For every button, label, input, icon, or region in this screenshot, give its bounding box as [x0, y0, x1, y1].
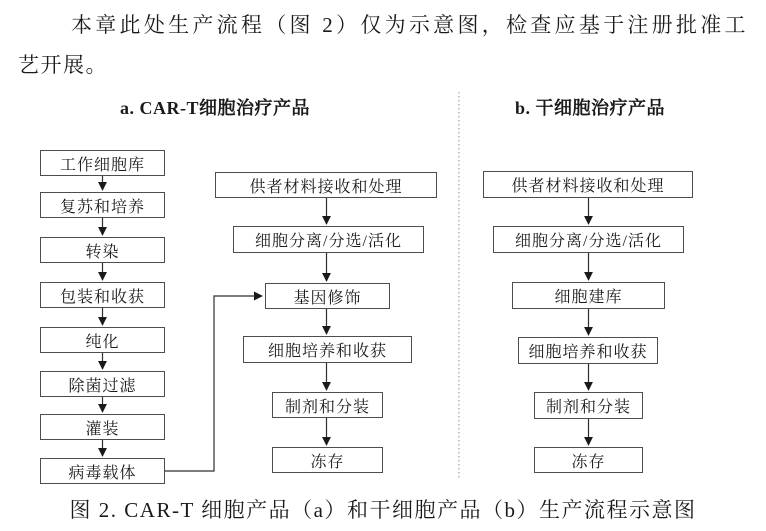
- flow-box-cell-banking: 细胞建库: [512, 282, 665, 309]
- flow-box-formulation-and-filling-b: 制剂和分装: [534, 392, 643, 419]
- flow-box-viral-vector: 病毒载体: [40, 458, 165, 484]
- intro-paragraph-line-1: 本章此处生产流程（图 2）仅为示意图，检查应基于注册批准工: [71, 13, 747, 37]
- flow-box-working-cell-bank: 工作细胞库: [40, 150, 165, 176]
- flow-box-cell-culture-and-harvest-b: 细胞培养和收获: [518, 337, 658, 364]
- connector-viral-vector-to-gene-modification: [165, 296, 262, 471]
- intro-paragraph-line-2: 艺开展。: [18, 53, 108, 77]
- flow-box-purification: 纯化: [40, 327, 165, 353]
- flow-box-gene-modification: 基因修饰: [265, 283, 390, 309]
- flow-box-donor-material-receipt-a: 供者材料接收和处理: [215, 172, 437, 198]
- flow-box-thaw-and-culture: 复苏和培养: [40, 192, 165, 218]
- flow-box-cell-culture-and-harvest-a: 细胞培养和收获: [243, 336, 412, 363]
- flow-box-packaging-and-harvest: 包装和收获: [40, 282, 165, 308]
- section-b-title: b. 干细胞治疗产品: [514, 98, 665, 118]
- flow-box-sterile-filtration: 除菌过滤: [40, 371, 165, 397]
- flow-box-filling: 灌装: [40, 414, 165, 440]
- flow-box-transfection: 转染: [40, 237, 165, 263]
- flow-box-donor-material-receipt-b: 供者材料接收和处理: [483, 171, 693, 198]
- flow-box-cell-separation-selection-activation-b: 细胞分离/分选/活化: [493, 226, 684, 253]
- flow-box-cryopreservation-a: 冻存: [272, 447, 383, 473]
- flow-box-cryopreservation-b: 冻存: [534, 447, 643, 473]
- section-a-title: a. CAR-T细胞治疗产品: [120, 98, 310, 118]
- flow-box-cell-separation-selection-activation-a: 细胞分离/分选/活化: [233, 226, 424, 253]
- figure-caption: 图 2. CAR-T 细胞产品（a）和干细胞产品（b）生产流程示意图: [69, 498, 697, 522]
- flow-box-formulation-and-filling-a: 制剂和分装: [272, 392, 383, 418]
